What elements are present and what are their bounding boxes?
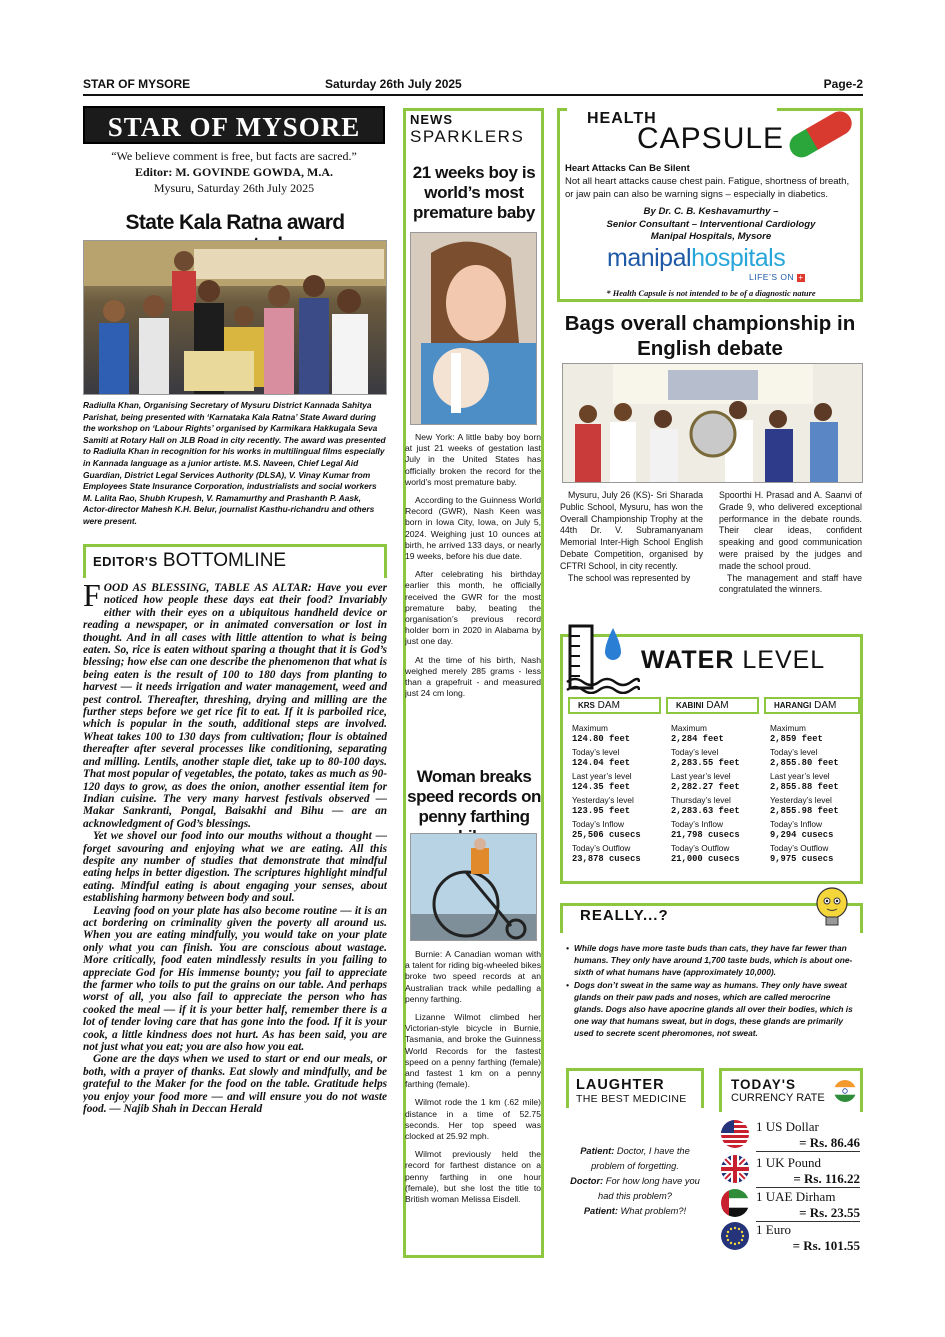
plus-icon: + [798,272,804,282]
dam-label: DAM [706,700,729,711]
dateline: Mysuru, Saturday 26th July 2025 [153,181,315,195]
water-gauge-icon [565,622,640,694]
manipal-logo-a: manipal [607,244,692,272]
rate-value: = Rs. 116.22 [793,1171,860,1186]
dam-row-label: Today’s level [770,747,818,757]
dam-row-label: Last year’s level [770,771,830,781]
dam-row-label: Yesterday’s level [572,795,634,805]
story-paragraph: Burnie: A Canadian woman with a talent for riding big-wheeled bikes broke two speed records at an Australian track while pedalling a penny farthing. [405,949,541,1004]
rate-divider [756,1151,860,1152]
us-flag-icon [721,1120,749,1148]
uae-flag-icon [721,1189,749,1217]
dam-row-value: 21,000 cusecs [671,854,740,864]
lightbulb-mascot-icon [812,886,852,931]
dam-row-label: Today’s Outflow [770,843,829,853]
health-capsule-tab [567,100,785,160]
dam-row-label: Yesterday’s level [770,795,832,805]
premature-baby-graphic [411,233,537,425]
rate-unit: 1 US Dollar [756,1119,819,1134]
dam-row-label: Today’s Outflow [572,843,631,853]
dam-row-label: Last year’s level [572,771,632,781]
health-tab-small: HEALTH [587,110,657,127]
dam-row-value: 2,284 feet [671,734,724,744]
story-paragraph: After celebrating his birthday earlier this month, he officially received the GWR for the most premature baby, beating the organisation’s previous record holder born in 2020 in Alabama by just one day. [405,569,541,647]
dam-row-label: Last year’s level [671,771,731,781]
dam-label: DAM [597,700,620,711]
water-title-a: WATER [641,646,735,674]
award-headline: State Kala Ratna award [125,211,345,234]
laughter-title: LAUGHTER [576,1077,665,1093]
dam-row-label: Today’s Inflow [671,819,723,829]
laughter-heading [576,1077,687,1105]
fact-item [566,943,862,978]
dam-row-value: 21,798 cusecs [671,830,740,840]
story-paragraph: According to the Guinness World Record (GWR), Nash Keen was born in Iowa City, Iowa, on July 5, 2024. Weighing just 10 ounces at birth, he arrived 133 days, or nearly 19 weeks, before his due date. [405,495,541,562]
water-level-title [641,646,825,675]
rate-value: = Rs. 101.55 [792,1238,860,1253]
health-hospital: Manipal Hospitals, Mysore [650,231,772,242]
dam-row-value: 123.95 feet [572,806,631,816]
dam-column-krs [572,721,666,865]
joke-speaker: Doctor: [570,1176,604,1186]
dam-row-value: 2,283.63 feet [671,806,740,816]
debate-col2-para: Spoorthi H. Prasad and A. Saanvi of Grade 9, who delivered exceptional performance in the debate rounds. Their clear ideas, confident speaking and good communication were praised by the judges and made the school proud. [719,490,862,571]
story-paragraph: New York: A little baby boy born at just 21 weeks of gestation last July in the United States has officially broken the record for the world’s most premature baby. [405,432,541,487]
india-flag-icon [834,1080,856,1102]
header-paper-name: STAR OF MYSORE [83,77,191,91]
dam-row-value: 2,855.80 feet [770,758,839,768]
rate-unit: 1 UK Pound [756,1155,822,1170]
dam-header-krs [568,697,661,714]
dam-header-harangi [764,697,860,714]
dam-row-label: Today’s level [572,747,620,757]
penny-farthing-photo [410,833,537,941]
award-photo-graphic [84,241,387,395]
dam-column-kabini [671,721,765,865]
joke-speaker: Patient: [583,1206,618,1216]
dam-row-value: 124.35 feet [572,782,631,792]
news-tab-top: NEWS [410,112,453,127]
dam-label: DAM [814,700,837,711]
motto: “We believe comment is free, but facts are sacred.” [111,149,357,163]
award-caption: Radiulla Khan, Organising Secretary of Mysuru District Kannada Sahitya Parishat, being presented with ‘Karnataka Kala Ratna’ State Award during the workshop on ‘Labour Rights’ organised by Karmikara Hakkugala Seva Samiti at Rotary Hall on JLB Road in city recently. The award was presented to Radiulla Khan in recognition for his works in multilingual films especially in Kannada language as a junior artiste. M.S. Naveen, Chief Legal Aid Guardian, District Legal Services Authority (DLSA), V. Vinay Kumar from Employees State Insurance Corporation, industrialists and social workers M. Lalita Rao, Shubh Krupesh, V. Ramamurthy and Prashanth P. Aask, Actor-director Mahesh K.H. Belur, journalist Kasthu-richandru and others were present. [83,400,386,526]
currency-subtitle: CURRENCY RATE [731,1092,825,1104]
dam-row-label: Maximum [572,723,608,733]
manipal-tagline [749,272,805,282]
story-paragraph: Wilmot previously held the record for farthest distance on a penny farthing in one hour (female), but she lost the title to British woman Melissa Eisdell. [405,1149,541,1205]
bottomline-tab [93,548,333,574]
bullet-icon: • [566,943,569,953]
bullet-icon: • [566,980,569,991]
laughter-joke [566,1144,704,1219]
rate-value: = Rs. 86.46 [799,1135,860,1150]
dam-row-value: 2,283.55 feet [671,758,740,768]
debate-photo [562,363,863,483]
joke-line [566,1174,704,1204]
rate-unit: 1 UAE Dirham [756,1189,836,1204]
editorial-paragraph: Gone are the days when we used to start or end our meals, or both, with a prayer of thanks. Eat slowly and mindfully, and be grateful to the Maker for the food on the table. Gratitude helps you enjoy your food more — and will ensure you do not waste food. — Najib Shah in Deccan Herald [83,1053,387,1116]
editorial-paragraph: OOD AS BLESSING, TABLE AS ALTAR: Have you ever noticed how people these days eat their food? Invariably either with their eyes on a ubiquitous handheld device or reading a newspaper, or in animated conversation or lost in thought. And in all cases with little attention to what is being eaten. So, rice is eaten without sparing a thought that it is God’s blessing; how else can one describe the phenomenon that what is being eaten is the result of 100 to 180 days from planting to harvest — it needs irrigation and water management, weed and pest control. Thereafter, threshing, drying and milling are the further steps before we get rice fit to eat. If it is parboiled rice, which is popular in the south, additional steps are involved. Wheat takes 100 to 130 days from cultivation; flour is obtained thereafter after several processes like conditioning, separating and milling. Lentils, another staple diet, take up to 80-100 days. That most popular of vegetables, the potato, takes as much as 90-120 days to grow, as does the onion, another essential item for Indian cuisine. The very many harvest festivals observed — Makar Sankranti, Pongal, Baisakhi and Bihu — are an acknowledgment of God’s blessings. [83,582,387,830]
manipal-logo [607,244,817,273]
currency-heading [731,1077,825,1104]
dam-row-value: 23,878 cusecs [572,854,641,864]
health-content [565,162,857,201]
joke-line [566,1144,704,1174]
award-photo [83,240,387,395]
news-sparklers-tab [410,112,538,152]
health-disclaimer: * Health Capsule is not intended to be of a diagnostic nature [606,289,816,298]
manipal-tagline-text: LIFE’S ON [749,272,795,282]
penny-farthing-story [405,949,541,1254]
rate-divider [756,1187,860,1188]
manipal-logo-b: hospitals [691,244,786,272]
dam-code: KRS [578,701,595,710]
currency-title: TODAY'S [731,1077,796,1092]
dam-row-value: 124.80 feet [572,734,631,744]
dam-row-value: 2,855.98 feet [770,806,839,816]
dam-row-label: Today’s Inflow [770,819,822,829]
drop-cap: F [83,582,101,613]
dam-column-harangi [770,721,864,865]
joke-text: Doctor, I have the problem of forgetting. [591,1146,690,1171]
fact-text: Dogs don’t sweat in the same way as humans. They only have sweat glands on their paw pads and noses, which are called merocrine glands. Dogs also have apocrine glands all over their bodies, which is one way that humans sweat, but in dogs, these glands are primarily used to secrete scent pheromones, not sweat. [574,980,853,1038]
dam-row-value: 9,294 cusecs [770,830,834,840]
bottomline-editorial [83,582,387,1252]
masthead-title: STAR OF MYSORE [83,106,385,144]
laughter-subtitle: THE BEST MEDICINE [576,1093,687,1105]
dam-row-label: Maximum [770,723,806,733]
dam-row-label: Maximum [671,723,707,733]
news-tab-bottom: SPARKLERS [410,127,525,146]
dam-row-value: 2,282.27 feet [671,782,740,792]
really-title: REALLY...? [580,907,669,924]
masthead-info [83,148,385,196]
debate-headline: Bags overall championship in English debate [564,312,856,360]
joke-text: For how long have you had this problem? [598,1176,700,1201]
debate-col1 [560,490,703,584]
joke-text: What problem?! [617,1206,687,1216]
rate-value: = Rs. 23.55 [799,1205,860,1220]
bottomline-tab-big: BOTTOMLINE [162,550,287,571]
running-header [83,76,863,96]
dam-header-kabini [666,697,759,714]
debate-col2-tail: The management and staff have congratulated the winners. [719,572,862,595]
editorial-paragraph: Yet we shovel our food into our mouths without a thought — forget savouring and enjoying what we are eating. All this despite any number of studies that demonstrate that mindful eating helps in better digestion. The scriptures highlight mindful eating. Mindful eating is about engaging your senses, about establishing harmony between body and soul. [83,830,387,905]
dam-row-value: 2,855.88 feet [770,782,839,792]
header-page-number: Page-2 [823,77,863,91]
eu-flag-icon [721,1222,749,1250]
really-facts [566,943,862,1039]
dam-row-label: Today’s Inflow [572,819,624,829]
debate-photo-graphic [563,364,863,483]
dam-code: KABINI [676,701,704,710]
uk-flag-icon [721,1155,749,1183]
rate-unit: 1 Euro [756,1222,792,1237]
health-byline-block [565,206,857,244]
dam-row-value: 2,859 feet [770,734,823,744]
penny-farthing-headline: Woman breaks speed records on penny farthing [407,767,541,826]
health-byline: By Dr. C. B. Keshavamurthy – [643,206,779,217]
health-body: Not all heart attacks cause chest pain. Fatigue, shortness of breath, or jaw pain can also be warning signs – especially in diabetics. [565,176,850,200]
story-paragraph: Wilmot rode the 1 km (.62 mile) distance in a time of 52.75 seconds. Her top speed was clocked at 25.92 mph. [405,1097,541,1142]
debate-col1-para: Mysuru, July 26 (KS)- Sri Sharada Public School, Mysuru, has won the Overall Championship Trophy at the 44th Dr. V. Subramanyanam Memorial Inter-High School English Debate Competition, organised by CFTRI School, in city recently. [560,490,703,571]
health-title: Heart Attacks Can Be Silent [565,163,690,174]
health-tab-big: CAPSULE [637,122,785,155]
premature-baby-story [405,432,541,762]
joke-line [566,1204,704,1219]
fact-text: While dogs have more taste buds than cats, they have far fewer than humans. They only have around 1,700 taste buds, which is about one-sixth of what humans have (approximately 10,000). [574,943,853,977]
dam-row-label: Thursday’s level [671,795,731,805]
bottomline-tab-small: EDITOR'S [93,554,158,569]
health-designation: Senior Consultant – Interventional Cardiology [606,218,816,230]
header-date: Saturday 26th July 2025 [325,77,462,91]
penny-farthing-graphic [411,834,537,941]
debate-col2 [719,490,862,596]
editorial-paragraph: Leaving food on your plate has also become routine — it is an act bordering on criminality given the poverty all around us. When you are eating mindfully, you would take on your plate only what you can finish. You are conscious about wastage. More critically, food eaten mindlessly results in you failing to appreciate God for His immense bounty; you fail to appreciate the farmer who toils to put the grains on our table. And perhaps worst of all, you also fail to appreciate the person who has cooked the meal — if it is your better half, remember there is a lot of tender loving care that has gone into the food. If it is your cook, a little kindness does not hurt. As has been said, you are not just what you eat; you are also how you eat. [83,904,387,1054]
premature-baby-headline: 21 weeks boy is world’s most premature baby [412,163,536,222]
dam-row-label: Today’s level [671,747,719,757]
dam-row-label: Today’s Outflow [671,843,730,853]
dam-row-value: 25,506 cusecs [572,830,641,840]
joke-speaker: Patient: [580,1146,615,1156]
premature-baby-photo [410,232,537,425]
capsule-pill-icon [780,108,862,158]
dam-row-value: 9,975 cusecs [770,854,834,864]
dam-row-value: 124.04 feet [572,758,631,768]
fact-item [566,980,862,1039]
dam-code: HARANGI [774,701,812,710]
story-paragraph: Lizanne Wilmot climbed her Victorian-style bicycle in Burnie, Tasmania, and broke the Guinness World Records for the fastest speed on a penny farthing (female) and fastest 1 km on a penny farthing (female). [405,1012,541,1090]
debate-col1-tail: The school was represented by [568,572,691,583]
water-title-b: LEVEL [742,646,826,674]
story-paragraph: At the time of his birth, Nash weighed merely 285 grams - less than a grapefruit - and measured just 24 cm long. [405,654,541,699]
editor-line: Editor: M. GOVINDE GOWDA, M.A. [135,165,333,179]
